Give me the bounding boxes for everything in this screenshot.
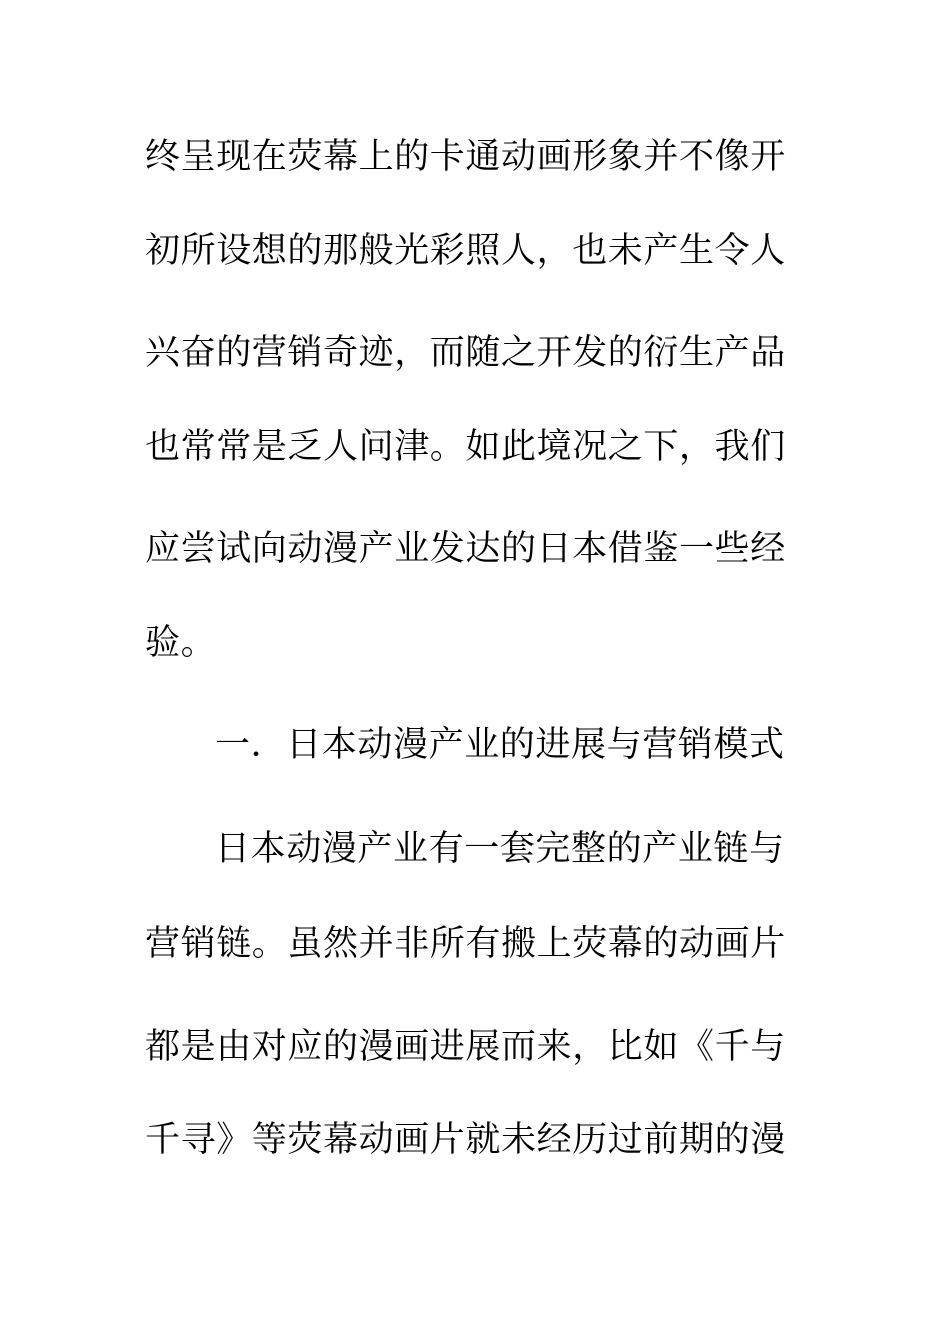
paragraph-line: 应尝试向动漫产业发达的日本借鉴一些经 [145,529,786,569]
paragraph-line: 兴奋的营销奇迹，而随之开发的衍生产品 [145,333,786,373]
paragraph-line: 日本动漫产业有一套完整的产业链与 [215,829,785,869]
paragraph-line: 营销链。虽然并非所有搬上荧幕的动画片 [145,924,786,964]
section-heading: 一．日本动漫产业的进展与营销模式 [215,725,785,765]
paragraph-line: 终呈现在荧幕上的卡通动画形象并不像开 [145,137,786,177]
paragraph-line: 验。 [145,623,217,663]
paragraph-line: 千寻》等荧幕动画片就未经历过前期的漫 [145,1120,786,1160]
paragraph-line: 初所设想的那般光彩照人，也未产生令人 [145,231,786,271]
paragraph-line: 也常常是乏人问津。如此境况之下，我们 [145,427,786,467]
paragraph-line: 都是由对应的漫画进展而来，比如《千与 [145,1027,786,1067]
